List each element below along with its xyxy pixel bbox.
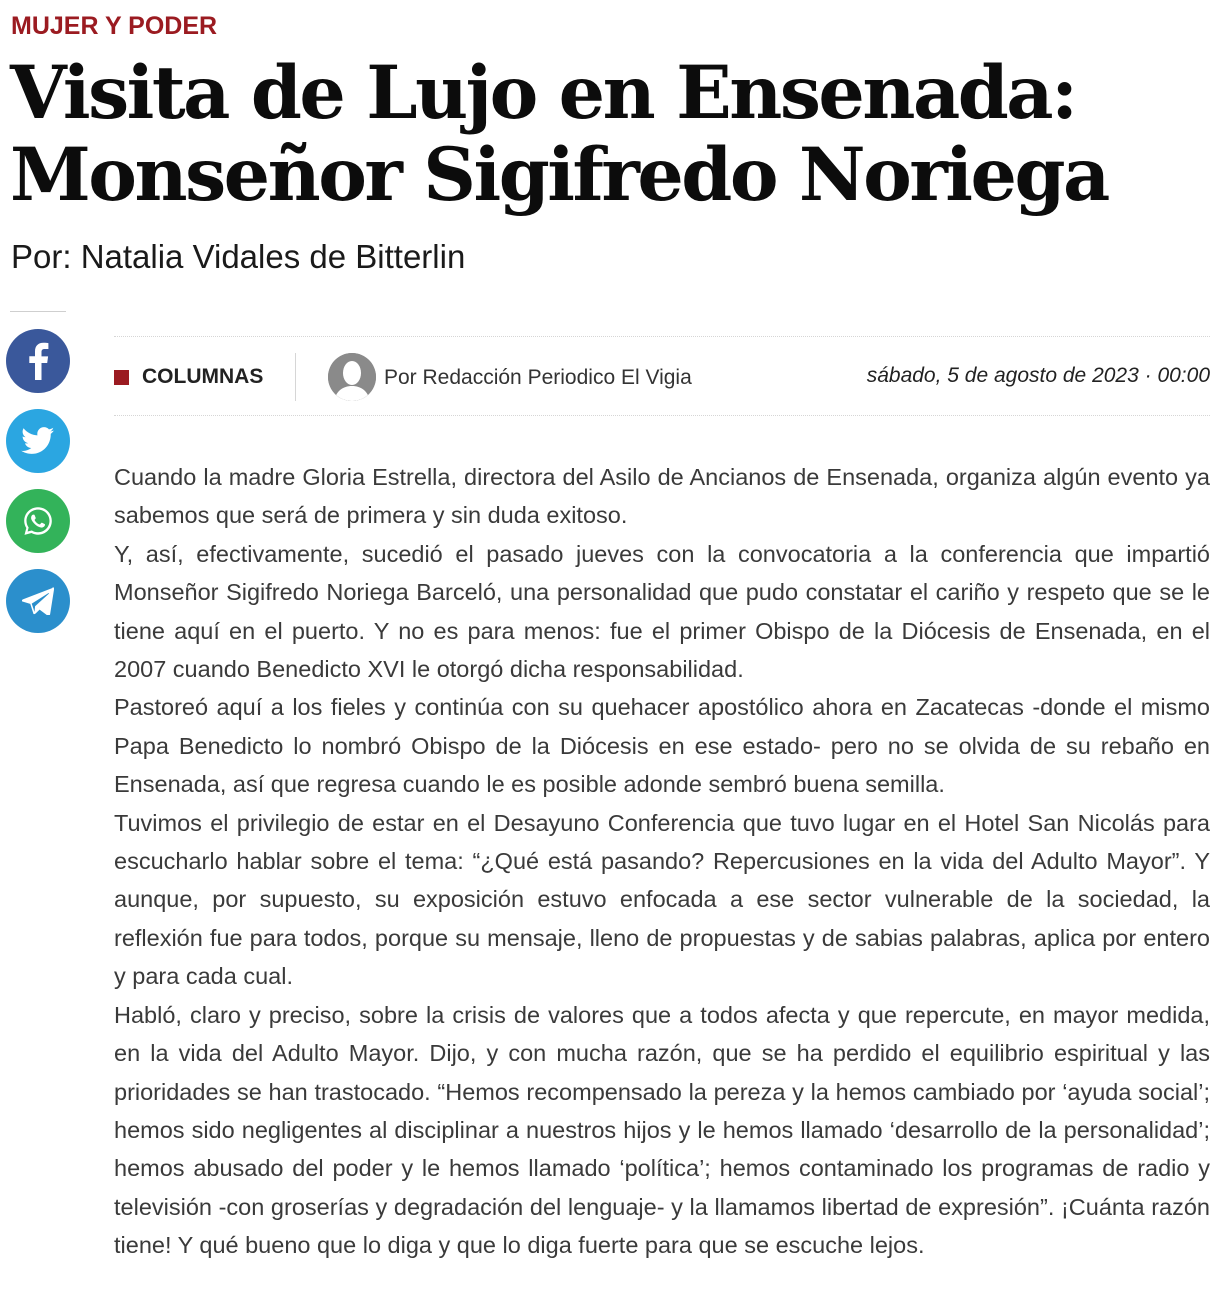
twitter-icon [21,427,55,455]
whatsapp-share-button[interactable] [6,489,70,553]
facebook-icon [27,342,49,380]
telegram-icon [22,587,54,615]
article-paragraph: Cuando la madre Gloria Estrella, directora del Asilo de Ancianos de Ensenada, organiza algún evento ya sabemos que será de primera y sin duda exitoso. [114,464,1210,529]
article-paragraph: Habló, claro y preciso, sobre la crisis de valores que a todos afecta y que repercute, en mayor medida, en la vida del Adulto Mayor. Dijo, y con mucha razón, que se ha perdido el equilibrio espiritual y las prioridades se han trastocado. “Hemos recompensado la pereza y la hemos cambiado por ‘ayuda social’; hemos sido negligentes al disciplinar a nuestros hijos y le hemos llamado ‘desarrollo de la personalidad’; hemos abusado del poder y le hemos llamado ‘política’; hemos contaminado los programas de radio y televisión -con groserías y degradación del lenguaje- y la llamamos libertad de expresión”. ¡Cuánta razón tiene! Y qué bueno que lo diga y que lo diga fuerte para que se escuche lejos. [114,1001,1210,1259]
telegram-share-button[interactable] [6,569,70,633]
publish-date: sábado, 5 de agosto de 2023 · 00:00 [866,364,1210,387]
byline: Por: Natalia Vidales de Bitterlin [11,238,466,275]
twitter-share-button[interactable] [6,409,70,473]
article-paragraph: Pastoreó aquí a los fieles y continúa con su quehacer apostólico ahora en Zacatecas -donde el mismo Papa Benedicto lo nombró Obispo de la Diócesis en ese estado- pero no se olvida de su rebaño en Ensenada, así que regresa cuando le es posible adonde sembró buena semilla. [114,694,1210,798]
article-body [114,458,1210,1265]
whatsapp-icon [21,504,55,538]
facebook-share-button[interactable] [6,329,70,393]
article-headline: Visita de Lujo en Ensenada: Monseñor Sigifredo Noriega [10,50,1108,218]
category-link[interactable]: COLUMNAS [142,365,264,388]
article-paragraph: Y, así, efectivamente, sucedió el pasado jueves con la convocatoria a la conferencia que impartió Monseñor Sigifredo Noriega Barceló, una personalidad que pudo constatar el cariño y respeto que se le tiene aquí en el puerto. Y no es para menos: fue el primer Obispo de la Diócesis de Ensenada, en el 2007 cuando Benedicto XVI le otorgó dicha responsabilidad. [114,540,1210,683]
meta-separator [295,353,296,401]
share-divider [10,311,66,312]
author-avatar[interactable] [328,353,376,401]
article-paragraph: Tuvimos el privilegio de estar en el Desayuno Conferencia que tuvo lugar en el Hotel San Nicolás para escucharlo hablar sobre el tema: “¿Qué está pasando? Repercusiones en la vida del Adulto Mayor”. Y aunque, por supuesto, su exposición estuvo enfocada a ese sector vulnerable de la sociedad, la reflexión fue para todos, porque su mensaje, lleno de propuestas y de sabias palabras, aplica por entero y para cada cual. [114,809,1210,990]
article-meta-bar [114,336,1210,416]
author-name[interactable]: Por Redacción Periodico El Vigia [384,366,692,389]
category-marker [114,370,129,385]
section-label[interactable]: MUJER Y PODER [11,12,218,40]
